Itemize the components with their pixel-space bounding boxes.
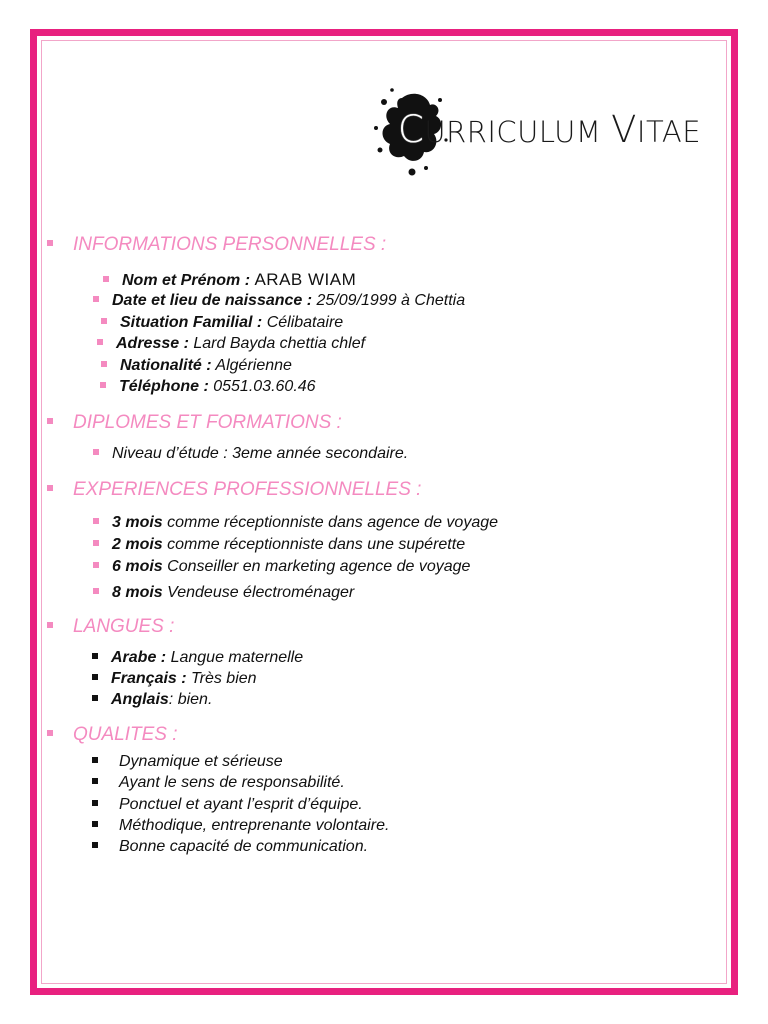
list-item: Français : Très bien <box>92 670 257 688</box>
square-bullet-icon <box>93 449 99 455</box>
square-bullet-icon <box>93 518 99 524</box>
list-item: Bonne capacité de communication. <box>92 838 368 856</box>
list-item: 2 mois comme réceptionniste dans une supérette <box>93 536 465 554</box>
section-title-qualities: QUALITES : <box>47 724 178 746</box>
square-bullet-icon <box>47 418 53 424</box>
square-bullet-icon <box>93 296 99 302</box>
list-item: Téléphone : 0551.03.60.46 <box>100 378 316 396</box>
square-bullet-icon <box>93 562 99 568</box>
square-bullet-icon <box>100 382 106 388</box>
square-bullet-icon <box>103 276 109 282</box>
section-title-diplomas: DIPLOMES ET FORMATIONS : <box>47 412 342 434</box>
list-item: Anglais: bien. <box>92 691 212 709</box>
list-item: Niveau d’étude : 3eme année secondaire. <box>93 445 408 463</box>
list-item: Nationalité : Algérienne <box>101 357 292 375</box>
section-title-personal: INFORMATIONS PERSONNELLES : <box>47 234 386 256</box>
square-bullet-icon <box>47 730 53 736</box>
list-item: Nom et Prénom : ARAB WIAM <box>103 270 356 290</box>
square-bullet-icon <box>92 821 98 827</box>
list-item: Ayant le sens de responsabilité. <box>92 774 345 792</box>
list-item: Adresse : Lard Bayda chettia chlef <box>97 335 365 353</box>
square-bullet-icon <box>47 485 53 491</box>
square-bullet-icon <box>92 695 98 701</box>
square-bullet-icon <box>97 339 103 345</box>
square-bullet-icon <box>92 757 98 763</box>
square-bullet-icon <box>101 318 107 324</box>
list-item: Ponctuel et ayant l’esprit d’équipe. <box>92 796 363 814</box>
section-title-experience: EXPERIENCES PROFESSIONNELLES : <box>47 479 421 501</box>
square-bullet-icon <box>92 674 98 680</box>
square-bullet-icon <box>101 361 107 367</box>
list-item: Dynamique et sérieuse <box>92 753 283 771</box>
list-item: 3 mois comme réceptionniste dans agence de voyage <box>93 514 498 532</box>
square-bullet-icon <box>92 653 98 659</box>
square-bullet-icon <box>47 240 53 246</box>
list-item: Méthodique, entreprenante volontaire. <box>92 817 389 835</box>
list-item: Arabe : Langue maternelle <box>92 649 303 667</box>
logo-title: CURRICULUM VITAE <box>398 108 702 151</box>
square-bullet-icon <box>92 778 98 784</box>
list-item: Situation Familial : Célibataire <box>101 314 343 332</box>
square-bullet-icon <box>93 588 99 594</box>
list-item: 8 mois Vendeuse électroménager <box>93 584 354 602</box>
square-bullet-icon <box>92 800 98 806</box>
list-item: 6 mois Conseiller en marketing agence de voyage <box>93 558 470 576</box>
square-bullet-icon <box>93 540 99 546</box>
list-item: Date et lieu de naissance : 25/09/1999 à Chettia <box>93 292 465 310</box>
square-bullet-icon <box>92 842 98 848</box>
section-title-languages: LANGUES : <box>47 616 174 638</box>
square-bullet-icon <box>47 622 53 628</box>
